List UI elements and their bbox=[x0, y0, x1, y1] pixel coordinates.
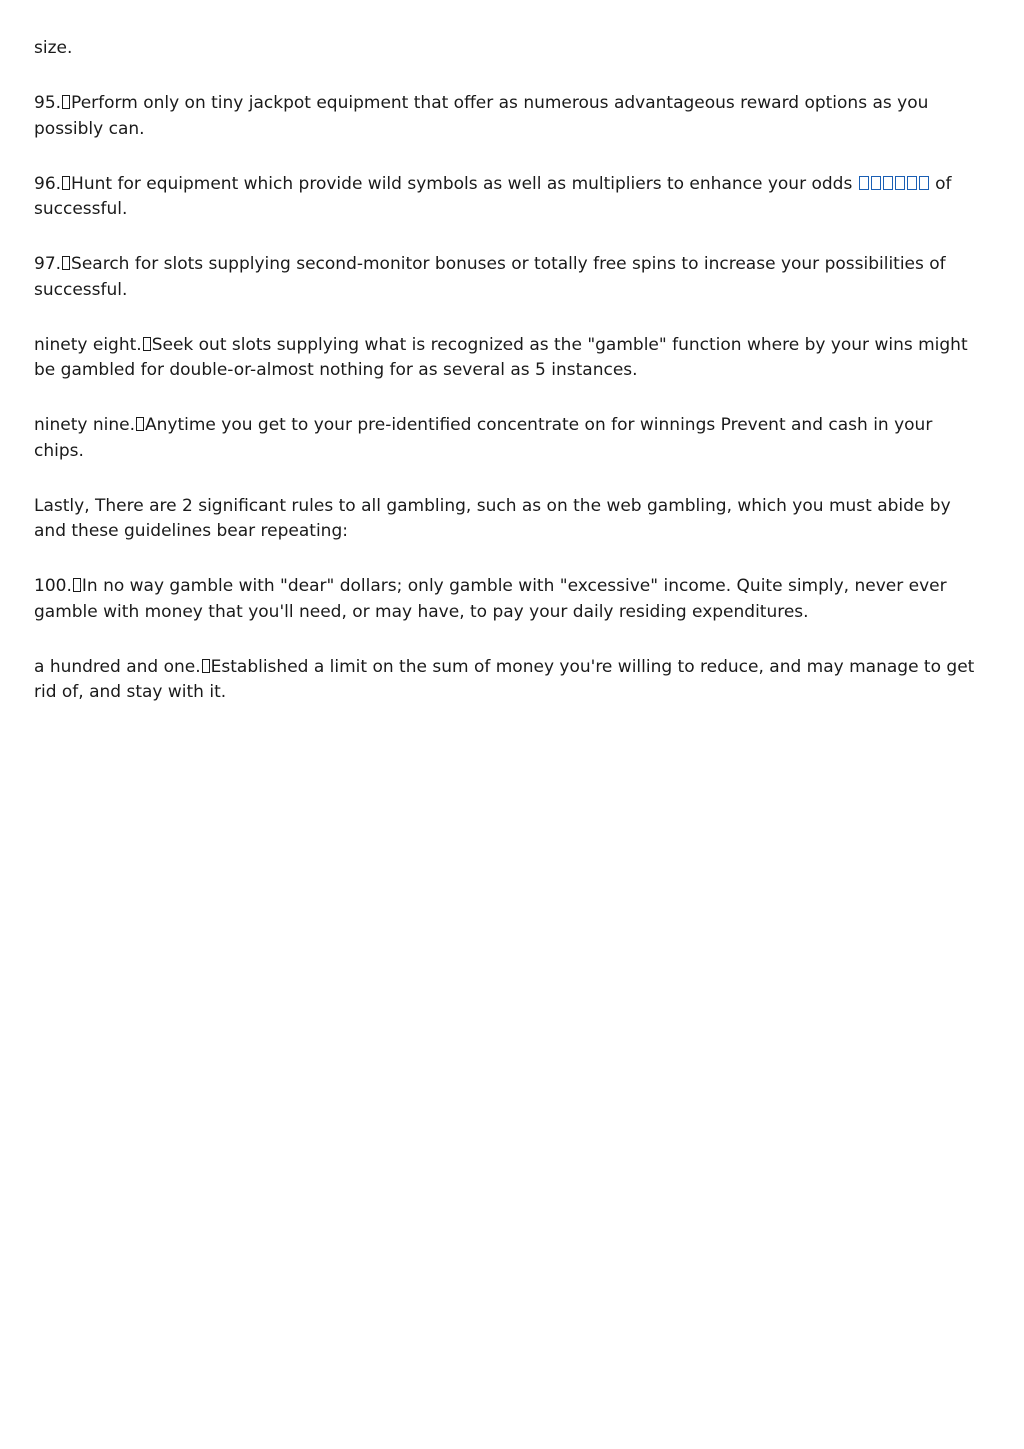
item-number: ninety eight. bbox=[34, 334, 142, 355]
item-text: time you get to your pre-identified concentrate on for winnings Prevent and cash in your chips. bbox=[34, 415, 933, 461]
item-keyword: Established bbox=[210, 656, 309, 677]
inline-link[interactable] bbox=[858, 174, 930, 194]
missing-glyph-icon bbox=[871, 176, 881, 190]
document-page bbox=[34, 36, 984, 735]
item-text-after-link: of successful. bbox=[34, 173, 952, 219]
missing-glyph-icon bbox=[62, 176, 70, 190]
list-item-98 bbox=[34, 333, 984, 384]
list-item-99 bbox=[34, 413, 984, 464]
item-keyword: In bbox=[81, 576, 98, 596]
paragraph-text: Lastly, There are 2 significant rules to all gambling, such as on the web gambling, which you must abide by and these guidelines bear repeating: bbox=[34, 495, 951, 541]
item-keyword: Search bbox=[71, 254, 130, 274]
paragraph-lastly bbox=[34, 494, 984, 545]
paragraph-size bbox=[34, 36, 984, 62]
item-text: a limit on the sum of money you're willing to reduce, and may manage to get rid of, and stay with it. bbox=[34, 656, 975, 702]
missing-glyph-icon bbox=[136, 417, 144, 431]
list-item-95 bbox=[34, 91, 984, 142]
missing-glyph-icon bbox=[859, 176, 869, 190]
item-keyword: Perform bbox=[71, 93, 138, 113]
list-item-97 bbox=[34, 252, 984, 303]
missing-glyph-icon bbox=[895, 176, 905, 190]
item-text: no way gamble with "dear" dollars; only gamble with "excessive" income. Quite simply, never ever gamble with money that you'll need, or may have, to pay your daily residing expenditures. bbox=[34, 576, 947, 622]
paragraph-text: size. bbox=[34, 38, 73, 58]
list-item-100 bbox=[34, 574, 984, 625]
missing-glyph-icon bbox=[62, 95, 70, 109]
item-text: for equipment which provide wild symbols as well as multipliers to enhance your odds bbox=[117, 173, 853, 194]
missing-glyph-icon bbox=[143, 337, 151, 351]
missing-glyph-icon bbox=[62, 256, 70, 270]
missing-glyph-icon bbox=[907, 176, 917, 190]
item-keyword: Any bbox=[145, 415, 178, 435]
list-item-96 bbox=[34, 172, 984, 223]
item-number: ninety nine. bbox=[34, 415, 135, 435]
missing-glyph-icon bbox=[73, 578, 81, 592]
item-keyword: Hunt bbox=[71, 173, 113, 194]
item-keyword: Seek bbox=[151, 334, 194, 355]
missing-glyph-icon bbox=[883, 176, 893, 190]
item-number: 96. bbox=[34, 173, 62, 194]
list-item-101 bbox=[34, 655, 984, 706]
missing-glyph-icon bbox=[202, 659, 210, 673]
item-number: a hundred and one. bbox=[34, 656, 201, 677]
item-text: out slots supplying what is recognized as the "gamble" function where by your wins might be gambled for double-or-almost nothing for as several as 5 instances. bbox=[34, 334, 968, 380]
item-text: for slots supplying second-monitor bonuses or totally free spins to increase your possibilities of successful. bbox=[34, 254, 946, 300]
item-number: 95. bbox=[34, 93, 62, 113]
item-number: 100. bbox=[34, 576, 72, 596]
item-number: 97. bbox=[34, 254, 62, 274]
missing-glyph-icon bbox=[919, 176, 929, 190]
item-text: only on tiny jackpot equipment that offer as numerous advantageous reward options as you possibly can. bbox=[34, 93, 929, 139]
